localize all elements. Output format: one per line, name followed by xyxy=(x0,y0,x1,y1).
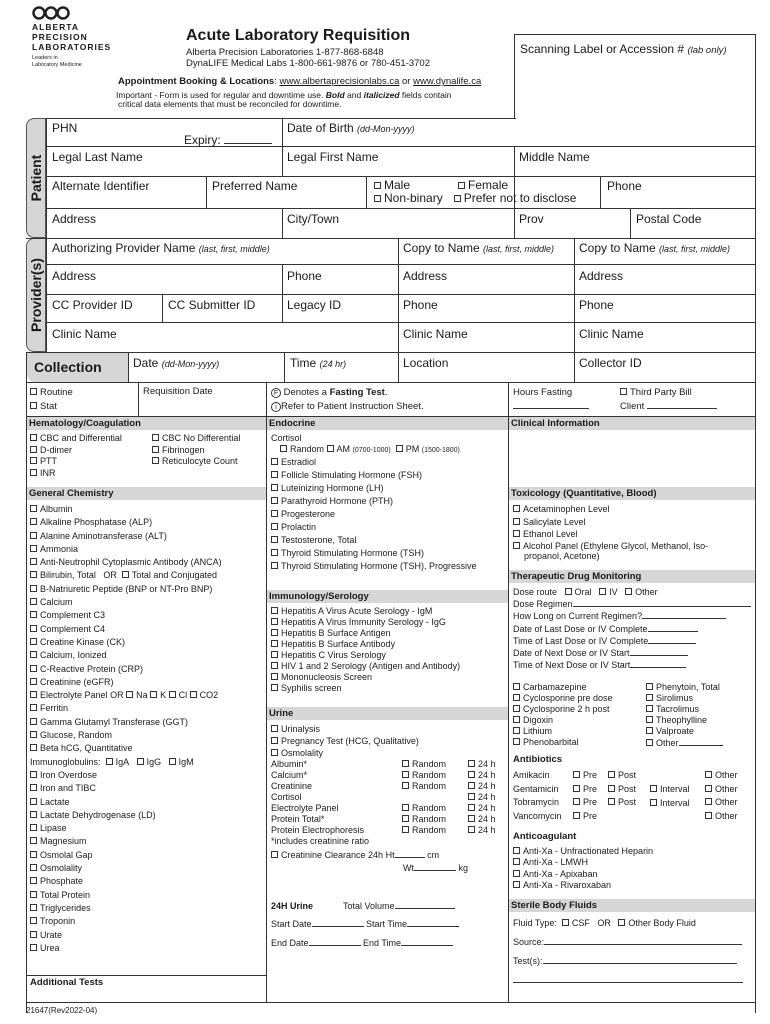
checkbox[interactable] xyxy=(30,469,37,476)
urine-24h-volume[interactable]: 24H Urine Total Volume xyxy=(271,900,455,911)
third-party-bill[interactable]: Third Party Bill Client xyxy=(620,386,717,414)
form-title: Acute Laboratory Requisition xyxy=(186,27,411,44)
checkbox[interactable] xyxy=(30,598,37,605)
antibiotics-interval[interactable]: Interval Interval xyxy=(650,783,690,810)
collection-heading: Collection xyxy=(34,359,102,375)
provider-section-tab: Provider(s) xyxy=(26,238,46,352)
copy-to-name-1-field[interactable]: Copy to Name (last, first, middle) xyxy=(403,241,555,255)
checkbox[interactable] xyxy=(30,518,37,525)
checkbox[interactable] xyxy=(513,870,520,877)
contact-apl: Alberta Precision Laboratories 1-877-868-6848 xyxy=(186,47,384,58)
copy2-clinic-field[interactable]: Clinic Name xyxy=(579,327,644,341)
checkbox[interactable] xyxy=(169,691,176,698)
checkbox[interactable] xyxy=(573,785,580,792)
scanning-label: Scanning Label or Accession # (lab only) xyxy=(520,42,727,56)
checkbox[interactable] xyxy=(30,704,37,711)
gender-options[interactable]: Male Female Non-binary Prefer not to disclose xyxy=(374,179,576,205)
urine-header: Urine xyxy=(267,707,508,720)
hematology-list[interactable]: CBC and Differential D-dimer PTT INR xyxy=(30,433,122,479)
checkbox[interactable] xyxy=(650,799,657,806)
authorizing-provider-field[interactable]: Authorizing Provider Name (last, first, middle) xyxy=(52,241,270,255)
checkbox[interactable] xyxy=(30,611,37,618)
checkbox[interactable] xyxy=(271,640,278,647)
antibiotics-header: Antibiotics xyxy=(513,754,563,765)
checkbox[interactable] xyxy=(705,785,712,792)
checkbox[interactable] xyxy=(608,785,615,792)
checkbox[interactable] xyxy=(30,891,37,898)
checkbox[interactable] xyxy=(271,536,278,543)
checkbox[interactable] xyxy=(565,588,572,595)
checkbox[interactable] xyxy=(646,727,653,734)
checkbox[interactable] xyxy=(30,851,37,858)
urine-24h-options[interactable]: 24 h 24 h 24 h 24 h 24 h 24 h 24 h xyxy=(468,759,496,836)
hematology-list-2[interactable]: CBC No Differential Fibrinogen Reticulocyte Count xyxy=(152,433,240,468)
fasting-icon: F xyxy=(271,388,281,398)
checkbox[interactable] xyxy=(137,758,144,765)
tdm-dosing[interactable]: Dose route Oral IV Other Dose Regimen How Long on Current Regimen? Date of Last Dose or IV Complete Time of Last Dose or IV Complete Date of Next Dose or IV Start Time of Next Dose or IV Start xyxy=(513,586,751,671)
checkbox[interactable] xyxy=(513,858,520,865)
checkbox[interactable] xyxy=(468,771,475,778)
checkbox[interactable] xyxy=(30,824,37,831)
patient-section-tab: Patient xyxy=(26,118,46,238)
form-code: 21647(Rev2022-04) xyxy=(26,1006,98,1015)
checkbox[interactable] xyxy=(169,758,176,765)
checkbox[interactable] xyxy=(30,944,37,951)
checkbox[interactable] xyxy=(271,851,278,858)
copy2-phone-field[interactable]: Phone xyxy=(579,298,614,312)
collector-id-field[interactable]: Collector ID xyxy=(579,356,642,370)
checkbox[interactable] xyxy=(608,798,615,805)
legal-last-name-field[interactable]: Legal Last Name xyxy=(52,150,143,164)
checkbox[interactable] xyxy=(30,446,37,453)
checkbox[interactable] xyxy=(271,618,278,625)
checkbox[interactable] xyxy=(513,542,520,549)
contact-dynalife: DynaLIFE Medical Labs 1-800-661-9876 or 780-451-3702 xyxy=(186,58,430,69)
urine-random-options[interactable]: Random Random Random Random Random Random xyxy=(402,759,446,836)
legacy-id-field[interactable]: Legacy ID xyxy=(287,298,342,312)
checkbox[interactable] xyxy=(280,445,287,452)
checkbox[interactable] xyxy=(573,812,580,819)
checkbox[interactable] xyxy=(30,638,37,645)
checkbox[interactable] xyxy=(402,771,409,778)
checkbox[interactable] xyxy=(126,691,133,698)
clinic-name-field[interactable]: Clinic Name xyxy=(52,327,117,341)
checkbox[interactable] xyxy=(271,458,278,465)
checkbox[interactable] xyxy=(573,771,580,778)
checkbox[interactable] xyxy=(30,532,37,539)
checkbox[interactable] xyxy=(513,530,520,537)
checkbox[interactable] xyxy=(646,739,653,746)
antibiotics-post[interactable]: Post Post Post xyxy=(608,769,636,810)
checkbox[interactable] xyxy=(562,919,569,926)
checkbox[interactable] xyxy=(705,771,712,778)
checkbox[interactable] xyxy=(271,484,278,491)
general-chemistry-header: General Chemistry xyxy=(27,487,266,500)
checkbox[interactable] xyxy=(468,826,475,833)
anticoagulant-header: Anticoagulant xyxy=(513,831,577,842)
apl-logo-icon xyxy=(32,6,70,20)
checkbox[interactable] xyxy=(30,931,37,938)
immunology-header: Immunology/Serology xyxy=(267,590,508,603)
checkbox[interactable] xyxy=(271,651,278,658)
checkbox[interactable] xyxy=(30,651,37,658)
appointment-line: Appointment Booking & Locations: www.albertaprecisionlabs.ca or www.dynalife.ca xyxy=(118,76,482,87)
phn-field[interactable]: PHN xyxy=(52,121,78,135)
routine-checkbox[interactable] xyxy=(30,388,37,395)
collection-time-field[interactable]: Time (24 hr) xyxy=(290,356,347,370)
checkbox[interactable] xyxy=(271,684,278,691)
checkbox[interactable] xyxy=(271,725,278,732)
city-town-field[interactable]: City/Town xyxy=(287,212,340,226)
checkbox[interactable] xyxy=(402,815,409,822)
test-legend: F Denotes a Fasting Test. i Refer to Patient Instruction Sheet. xyxy=(271,386,424,414)
checkbox[interactable] xyxy=(402,782,409,789)
checkbox[interactable] xyxy=(30,434,37,441)
checkbox[interactable] xyxy=(271,471,278,478)
creatinine-clearance[interactable]: Creatinine Clearance 24h Ht cm Wt kg xyxy=(271,849,468,875)
sterile-fluids-header: Sterile Body Fluids xyxy=(509,899,755,912)
cc-submitter-id-field[interactable]: CC Submitter ID xyxy=(168,298,256,312)
checkbox[interactable] xyxy=(468,815,475,822)
checkbox[interactable] xyxy=(402,804,409,811)
checkbox[interactable] xyxy=(271,673,278,680)
checkbox[interactable] xyxy=(30,625,37,632)
checkbox[interactable] xyxy=(122,571,129,578)
legal-first-name-field[interactable]: Legal First Name xyxy=(287,150,379,164)
checkbox[interactable] xyxy=(30,571,37,578)
checkbox[interactable] xyxy=(573,798,580,805)
toxicology-list[interactable]: Acetaminophen Level Salicylate Level Ethanol Level Alcohol Panel (Ethylene Glycol, Methanol, Iso- propanol, Acetone) xyxy=(513,503,708,561)
checkbox[interactable] xyxy=(513,518,520,525)
tdm-header: Therapeutic Drug Monitoring xyxy=(509,570,755,583)
checkbox[interactable] xyxy=(150,691,157,698)
checkbox[interactable] xyxy=(271,607,278,614)
checkbox[interactable] xyxy=(30,798,37,805)
checkbox[interactable] xyxy=(468,782,475,789)
checkbox[interactable] xyxy=(468,804,475,811)
checkbox[interactable] xyxy=(513,716,520,723)
checkbox[interactable] xyxy=(30,784,37,791)
checkbox[interactable] xyxy=(705,798,712,805)
checkbox[interactable] xyxy=(30,877,37,884)
checkbox[interactable] xyxy=(468,760,475,767)
dob-field[interactable]: Date of Birth (dd-Mon-yyyy) xyxy=(287,121,415,135)
checkbox[interactable] xyxy=(30,691,37,698)
checkbox[interactable] xyxy=(513,738,520,745)
urine-end[interactable]: End Date End Time xyxy=(271,937,453,948)
checkbox[interactable] xyxy=(513,694,520,701)
hours-fasting-field[interactable]: Hours Fasting xyxy=(513,386,589,414)
checkbox[interactable] xyxy=(30,731,37,738)
checkbox[interactable] xyxy=(152,446,159,453)
checkbox[interactable] xyxy=(402,760,409,767)
copy1-clinic-field[interactable]: Clinic Name xyxy=(403,327,468,341)
checkbox[interactable] xyxy=(402,826,409,833)
provider-phone-field[interactable]: Phone xyxy=(287,269,322,283)
anticoagulant-list[interactable]: Anti-Xa - Unfractionated Heparin Anti-Xa - LMWH Anti-Xa - Apixaban Anti-Xa - Rivaroxaban xyxy=(513,846,653,891)
checkbox[interactable] xyxy=(646,705,653,712)
hematology-header: Hematology/Coagulation xyxy=(27,417,266,430)
checkbox[interactable] xyxy=(30,678,37,685)
middle-name-field[interactable]: Middle Name xyxy=(519,150,590,164)
male-checkbox[interactable] xyxy=(374,182,381,189)
checkbox[interactable] xyxy=(513,881,520,888)
toxicology-header: Toxicology (Quantitative, Blood) xyxy=(509,487,755,500)
checkbox[interactable] xyxy=(513,705,520,712)
checkbox[interactable] xyxy=(30,457,37,464)
checkbox[interactable] xyxy=(650,785,657,792)
tdm-drugs-left[interactable]: Carbamazepine Cyclosporine pre dose Cyclosporine 2 h post Digoxin Lithium Phenobarbital xyxy=(513,682,613,748)
checkbox[interactable] xyxy=(271,510,278,517)
female-checkbox[interactable] xyxy=(458,182,465,189)
urine-start[interactable]: Start Date Start Time xyxy=(271,918,459,929)
checkbox[interactable] xyxy=(646,716,653,723)
checkbox[interactable] xyxy=(271,662,278,669)
checkbox[interactable] xyxy=(30,771,37,778)
alternate-identifier-field[interactable]: Alternate Identifier xyxy=(52,179,150,193)
checkbox[interactable] xyxy=(271,523,278,530)
antibiotics-names: Amikacin Gentamicin Tobramycin Vancomycin xyxy=(513,770,562,821)
endocrine-header: Endocrine xyxy=(267,417,508,430)
checkbox[interactable] xyxy=(618,919,625,926)
checkbox[interactable] xyxy=(646,694,653,701)
clinical-info-field[interactable] xyxy=(510,432,754,486)
checkbox[interactable] xyxy=(30,904,37,911)
preferred-name-field[interactable]: Preferred Name xyxy=(212,179,298,193)
copy-to-name-2-field[interactable]: Copy to Name (last, first, middle) xyxy=(579,241,731,255)
requisition-date-field[interactable]: Requisition Date xyxy=(143,386,213,397)
copy1-phone-field[interactable]: Phone xyxy=(403,298,438,312)
checkbox[interactable] xyxy=(271,549,278,556)
checkbox[interactable] xyxy=(30,558,37,565)
checkbox[interactable] xyxy=(30,718,37,725)
checkbox[interactable] xyxy=(152,457,159,464)
copy1-address-field[interactable]: Address xyxy=(403,269,448,283)
org-name: ALBERTA PRECISION LABORATORIES xyxy=(32,22,112,52)
org-tagline: Leaders in Laboratory Medicine xyxy=(32,55,82,68)
checkbox[interactable] xyxy=(327,445,334,452)
provider-address-field[interactable]: Address xyxy=(52,269,97,283)
checkbox[interactable] xyxy=(599,588,606,595)
checkbox[interactable] xyxy=(271,749,278,756)
antibiotics-pre[interactable]: Pre Pre Pre Pre xyxy=(573,769,597,823)
checkbox[interactable] xyxy=(513,505,520,512)
checkbox[interactable] xyxy=(30,917,37,924)
checkbox[interactable] xyxy=(30,811,37,818)
priority-options[interactable]: Routine Stat xyxy=(30,386,73,414)
info-icon: i xyxy=(271,402,281,412)
clinical-info-header: Clinical Information xyxy=(509,417,755,430)
checkbox[interactable] xyxy=(106,758,113,765)
province-field[interactable]: Prov xyxy=(519,212,544,226)
checkbox[interactable] xyxy=(468,793,475,800)
checkbox[interactable] xyxy=(513,683,520,690)
third-party-checkbox[interactable] xyxy=(620,388,627,395)
checkbox[interactable] xyxy=(30,837,37,844)
additional-tests-field[interactable]: Additional Tests xyxy=(30,977,104,988)
collection-date-field[interactable]: Date (dd-Mon-yyyy) xyxy=(133,356,220,370)
stat-checkbox[interactable] xyxy=(30,402,37,409)
collection-location-field[interactable]: Location xyxy=(403,356,449,370)
checkbox[interactable] xyxy=(513,727,520,734)
sterile-fluids-fields[interactable]: Fluid Type: CSF OR Other Body Fluid Source: Test(s): xyxy=(513,914,743,990)
postal-code-field[interactable]: Postal Code xyxy=(636,212,702,226)
dynalife-url-link[interactable]: www.dynalife.ca xyxy=(413,76,482,87)
checkbox[interactable] xyxy=(513,847,520,854)
checkbox[interactable] xyxy=(705,812,712,819)
checkbox[interactable] xyxy=(608,771,615,778)
nonbinary-checkbox[interactable] xyxy=(374,195,381,202)
checkbox[interactable] xyxy=(271,562,278,569)
immunology-list[interactable]: Hepatitis A Virus Acute Serology - IgM Hepatitis A Virus Immunity Serology - IgG Hepatitis B Surface Antigen Hepatitis B Surface Antibody Hepatitis C Virus Serology HIV 1 and 2 Serology (Antigen and Antibody) Mononucleosis Screen Syphilis screen xyxy=(271,606,460,694)
apl-url-link[interactable]: www.albertaprecisionlabs.ca xyxy=(279,76,400,87)
general-chemistry-list[interactable]: Albumin Alkaline Phosphatase (ALP) Alanine Aminotransferase (ALT) Ammonia Anti-Neutrophil Cytoplasmic Antibody (ANCA) Bilirubin, Total OR Total and Conjugated B-Natriuretic Peptide (BNP or NT-Pro BNP) Calcium Complement C3 Complement C4 Creatine Kinase (CK) Calcium, Ionized C-Reactive Protein (CRP) Creatinine (eGFR) Electrolyte Panel OR Na K Cl CO2 Ferritin Gamma Glutamyl Transferase (GGT) Glucose, Random Beta hCG, Quantitative Immunoglobulins: IgA IgG IgM Iron Overdose Iron and TIBC Lactate Lactate Dehydrogenase (LD) Lipase Magnesium Osmolal Gap Osmolality Phosphate Total Protein Triglycerides Troponin Urate Urea xyxy=(30,504,222,953)
checkbox[interactable] xyxy=(271,629,278,636)
copy2-address-field[interactable]: Address xyxy=(579,269,624,283)
checkbox[interactable] xyxy=(30,665,37,672)
checkbox[interactable] xyxy=(396,445,403,452)
checkbox[interactable] xyxy=(646,683,653,690)
important-note: Important - Form is used for regular and downtime use. Bold and italicized fields contain critical data elements that must be reconciled for downtime. xyxy=(116,90,452,109)
checkbox[interactable] xyxy=(625,588,632,595)
checkbox[interactable] xyxy=(190,691,197,698)
checkbox[interactable] xyxy=(271,497,278,504)
patient-address-field[interactable]: Address xyxy=(52,212,97,226)
urine-list[interactable]: Urinalysis Pregnancy Test (HCG, Qualitative) Osmolality xyxy=(271,723,419,759)
endocrine-list[interactable]: Cortisol Random AM (0700-1000) PM (1500-1800) Estradiol Follicle Stimulating Hormone (FSH) Luteinizing Hormone (LH) Parathyroid Hormone (PTH) Progesterone Prolactin Testosterone, Total Thyroid Stimulating Hormone (TSH) Thyroid Stimulating Hormone (TSH), Progressive xyxy=(271,433,477,571)
tdm-drugs-right[interactable]: Phenytoin, Total Sirolimus Tacrolimus Theophylline Valproate Other xyxy=(646,682,723,749)
expiry-field[interactable]: Expiry: xyxy=(184,133,272,147)
checkbox[interactable] xyxy=(30,505,37,512)
checkbox[interactable] xyxy=(30,545,37,552)
checkbox[interactable] xyxy=(152,434,159,441)
patient-phone-field[interactable]: Phone xyxy=(607,179,642,193)
checkbox[interactable] xyxy=(30,864,37,871)
antibiotics-other[interactable]: Other Other Other Other xyxy=(705,769,738,823)
checkbox[interactable] xyxy=(30,744,37,751)
urine-tests-list: Albumin* Calcium* Creatinine Cortisol Electrolyte Panel Protein Total* Protein Electrophoresis *includes creatinine ratio xyxy=(271,759,370,846)
cc-provider-id-field[interactable]: CC Provider ID xyxy=(52,298,133,312)
checkbox[interactable] xyxy=(271,737,278,744)
checkbox[interactable] xyxy=(30,585,37,592)
prefer-not-checkbox[interactable] xyxy=(454,195,461,202)
